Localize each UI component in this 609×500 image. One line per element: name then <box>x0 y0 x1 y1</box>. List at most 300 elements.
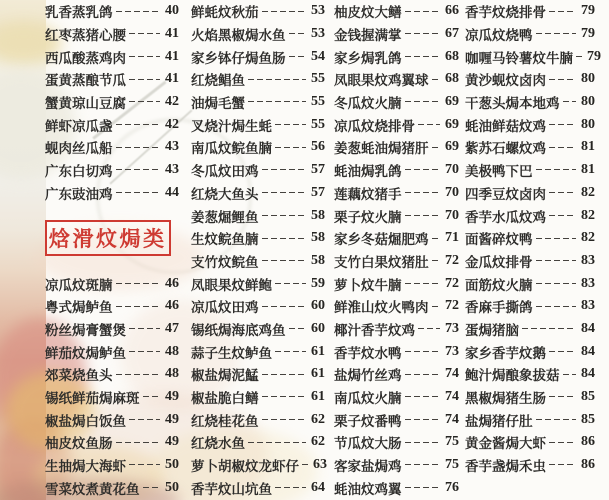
dotted-leader <box>275 340 306 363</box>
dish-name: 红枣蒸猪心腰 <box>45 28 126 44</box>
dotted-leader <box>143 386 161 409</box>
dish-name: 生抽焗大海虾 <box>45 459 126 475</box>
dotted-leader <box>262 295 307 318</box>
menu-item <box>334 318 459 341</box>
menu-item <box>334 363 459 386</box>
dotted-leader <box>116 159 161 182</box>
menu-item <box>465 431 595 454</box>
dish-name: 鲜茄炆焗鲈鱼 <box>45 345 126 361</box>
menu-item <box>191 340 325 363</box>
menu-item <box>191 23 325 46</box>
page-number: 70 <box>445 184 459 200</box>
page-number: 81 <box>581 162 595 178</box>
dotted-leader <box>432 250 441 273</box>
dotted-leader <box>522 318 576 341</box>
dotted-leader <box>116 431 161 454</box>
menu-item <box>191 318 325 341</box>
page-number: 48 <box>165 366 179 382</box>
menu-item <box>465 408 595 431</box>
menu-item <box>191 113 325 136</box>
menu-item <box>45 0 179 23</box>
menu-item <box>465 68 595 91</box>
dotted-leader <box>262 182 307 205</box>
page-number: 57 <box>311 184 325 200</box>
page-number: 49 <box>165 388 179 404</box>
dish-name: 面酱碎炆鸭 <box>465 232 533 248</box>
dish-name: 南瓜炆火腩 <box>334 391 402 407</box>
menu-item <box>465 182 595 205</box>
dish-name: 鲜虾凉瓜盏 <box>45 118 113 134</box>
dish-name: 粉丝焗膏蟹煲 <box>45 322 126 338</box>
dotted-leader <box>116 113 161 136</box>
dotted-leader <box>289 45 307 68</box>
dotted-leader <box>262 386 307 409</box>
page-number: 50 <box>165 479 179 495</box>
dotted-leader <box>129 91 160 114</box>
dotted-leader <box>248 91 306 114</box>
menu-item <box>465 23 595 46</box>
dish-name: 家乡冬菇煀肥鸡 <box>334 232 429 248</box>
menu-item <box>334 476 459 499</box>
menu-item <box>465 454 595 477</box>
page-number: 66 <box>445 3 459 19</box>
dish-name: 冬瓜炆田鸡 <box>191 164 259 180</box>
page-number: 84 <box>581 320 595 336</box>
page-number: 73 <box>445 320 459 336</box>
menu-item <box>45 386 179 409</box>
dish-name: 黄沙蚬炆卤肉 <box>465 73 546 89</box>
dotted-leader <box>418 113 440 136</box>
menu-item <box>334 454 459 477</box>
page-number: 85 <box>581 389 595 405</box>
dotted-leader <box>432 136 441 159</box>
dotted-leader <box>116 0 161 23</box>
dotted-leader <box>418 318 440 341</box>
dotted-leader <box>405 272 441 295</box>
dish-name: 香麻手撕鸽 <box>465 300 533 316</box>
menu-item <box>465 386 595 409</box>
menu-item <box>465 250 595 273</box>
dish-name: 黑椒焗猪生肠 <box>465 391 546 407</box>
dish-name: 萝卜胡椒炆龙虾仔 <box>191 459 299 475</box>
menu-item <box>334 23 459 46</box>
page-number: 55 <box>311 94 325 110</box>
dotted-leader <box>536 227 577 250</box>
menu-item <box>465 340 595 363</box>
dotted-leader <box>536 23 577 46</box>
dish-name: 香芋炆烧排骨 <box>465 5 546 21</box>
dish-name: 广东豉油鸡 <box>45 186 113 202</box>
dotted-leader <box>405 386 441 409</box>
page-number: 84 <box>581 343 595 359</box>
dotted-leader <box>405 182 441 205</box>
menu-item <box>334 227 459 250</box>
page-number: 61 <box>311 366 325 382</box>
dish-name: 蚬肉丝瓜船 <box>45 141 113 157</box>
dotted-leader <box>549 431 576 454</box>
dish-name: 粤式焗鲈鱼 <box>45 300 113 316</box>
page-number: 41 <box>165 71 179 87</box>
page-number: 43 <box>165 139 179 155</box>
dotted-leader <box>116 182 161 205</box>
dish-name: 锡纸鲜茄焗麻斑 <box>45 390 140 406</box>
dish-name: 凉瓜炆斑腩 <box>45 277 113 293</box>
dotted-leader <box>536 408 577 431</box>
dish-name: 鲍汁焗酿象拔菇 <box>465 368 560 384</box>
page-number: 80 <box>581 116 595 132</box>
dish-name: 黄金酱焗大虾 <box>465 436 546 452</box>
menu-item <box>465 272 595 295</box>
dotted-leader <box>549 68 576 91</box>
dotted-leader <box>405 454 441 477</box>
menu-item <box>191 272 325 295</box>
menu-item <box>45 295 179 318</box>
dotted-leader <box>405 476 441 499</box>
menu-item <box>334 408 459 431</box>
dish-name: 香芋水瓜炆鸡 <box>465 209 546 225</box>
page-number: 60 <box>311 298 325 314</box>
menu-item <box>334 113 459 136</box>
page-number: 59 <box>311 275 325 291</box>
dish-name: 金钱握满掌 <box>334 28 402 44</box>
page-number: 61 <box>311 389 325 405</box>
page-number: 79 <box>581 26 595 42</box>
page-number: 49 <box>165 434 179 450</box>
dish-name: 锡纸焗海底鸡鱼 <box>191 322 286 338</box>
dotted-leader <box>275 113 306 136</box>
menu-column-2 <box>191 0 325 500</box>
menu-column-1 <box>45 0 179 500</box>
menu-item <box>45 91 179 114</box>
dish-name: 红烧鲳鱼 <box>191 73 245 89</box>
dish-name: 香芋盏焗禾虫 <box>465 459 546 475</box>
dotted-leader <box>262 227 307 250</box>
menu-item <box>191 408 325 431</box>
menu-item <box>465 295 595 318</box>
dotted-leader <box>262 0 307 23</box>
dish-name: 香芋炆山坑鱼 <box>191 481 272 497</box>
menu-item <box>191 295 325 318</box>
section-heading: 焓滑炆焗类 <box>45 220 171 256</box>
menu-item <box>45 476 179 499</box>
menu-item <box>465 136 595 159</box>
dotted-leader <box>432 295 441 318</box>
dotted-leader <box>289 318 307 341</box>
dish-name: 凤眼果炆鸡翼球 <box>334 73 429 89</box>
menu-item <box>45 431 179 454</box>
dish-name: 咖喱马铃薯炆牛腩 <box>465 50 573 66</box>
page-number: 73 <box>445 343 459 359</box>
menu-item <box>465 0 595 23</box>
dish-name: 鲜蚝炆秋茄 <box>191 5 259 21</box>
menu-item <box>45 182 179 205</box>
menu-column-4 <box>465 0 601 500</box>
dish-name: 莲藕炆猪手 <box>334 186 402 202</box>
dotted-leader <box>248 68 306 91</box>
page-number: 58 <box>311 207 325 223</box>
page-number: 74 <box>445 389 459 405</box>
dotted-leader <box>405 159 441 182</box>
dotted-leader <box>129 340 160 363</box>
menu-item <box>334 159 459 182</box>
dotted-leader <box>549 340 576 363</box>
menu-item <box>191 159 325 182</box>
page-number: 68 <box>445 71 459 87</box>
page-number: 72 <box>445 252 459 268</box>
page-number: 75 <box>445 457 459 473</box>
page-number: 42 <box>165 116 179 132</box>
menu-item <box>334 182 459 205</box>
menu-item <box>465 363 595 386</box>
dotted-leader <box>116 295 161 318</box>
page-number: 80 <box>581 71 595 87</box>
dotted-leader <box>289 23 307 46</box>
dotted-leader <box>129 318 160 341</box>
dish-name: 姜葱蚝油焗猪肝 <box>334 141 429 157</box>
page-number: 49 <box>165 411 179 427</box>
menu-item <box>191 227 325 250</box>
dotted-leader <box>405 340 441 363</box>
page-number: 70 <box>445 162 459 178</box>
dish-name: 凤眼果炆鲜鲍 <box>191 277 272 293</box>
dish-name: 红烧桂花鱼 <box>191 413 259 429</box>
dotted-leader <box>129 408 160 431</box>
menu-item <box>45 159 179 182</box>
page-number: 72 <box>445 298 459 314</box>
section-heading-wrap <box>45 204 179 272</box>
page-number: 84 <box>581 366 595 382</box>
page-number: 62 <box>311 434 325 450</box>
dotted-leader <box>116 272 161 295</box>
dotted-leader <box>275 272 306 295</box>
dish-name: 生炆鲩鱼腩 <box>191 232 259 248</box>
dish-name: 支竹白果炆猪肚 <box>334 254 429 270</box>
menu-item <box>45 45 179 68</box>
page-number: 69 <box>445 139 459 155</box>
menu-item <box>465 318 595 341</box>
dish-name: 干葱头焗本地鸡 <box>465 96 560 112</box>
menu-item <box>45 363 179 386</box>
dotted-leader <box>116 136 161 159</box>
dish-name: 火焰黑椒焗水鱼 <box>191 28 286 44</box>
page-number: 43 <box>165 162 179 178</box>
page-number: 62 <box>311 411 325 427</box>
dotted-leader <box>129 23 160 46</box>
dish-name: 蚝油炆鸡翼 <box>334 481 402 497</box>
menu-item <box>191 386 325 409</box>
menu-item <box>45 454 179 477</box>
menu-item <box>334 340 459 363</box>
page-number: 82 <box>581 184 595 200</box>
dish-name: 柚皮炆鱼肠 <box>45 436 113 452</box>
dotted-leader <box>563 363 577 386</box>
page-number: 69 <box>445 94 459 110</box>
page-number: 76 <box>445 479 459 495</box>
dotted-leader <box>262 250 307 273</box>
dotted-leader <box>549 0 576 23</box>
dish-name: 椒盐脆白鳝 <box>191 391 259 407</box>
menu-item <box>465 159 595 182</box>
page-number: 70 <box>445 207 459 223</box>
dish-name: 广东白切鸡 <box>45 164 113 180</box>
dish-name: 香芋炆水鸭 <box>334 345 402 361</box>
dotted-leader <box>549 182 576 205</box>
dish-name: 柚皮炆大鳝 <box>334 5 402 21</box>
page-number: 53 <box>311 26 325 42</box>
menu-item <box>191 454 325 477</box>
page-number: 83 <box>581 275 595 291</box>
page-number: 48 <box>165 343 179 359</box>
menu-item <box>334 68 459 91</box>
page-number: 53 <box>311 3 325 19</box>
menu-item <box>334 272 459 295</box>
menu-item <box>191 91 325 114</box>
dotted-leader <box>549 113 576 136</box>
menu-item <box>191 476 325 499</box>
page-number: 67 <box>445 26 459 42</box>
menu-item <box>45 272 179 295</box>
menu-item <box>465 113 595 136</box>
dish-name: 叉烧汁焗生蚝 <box>191 118 272 134</box>
page-number: 68 <box>445 48 459 64</box>
page-number: 61 <box>311 343 325 359</box>
dish-name: 美极鸭下巴 <box>465 164 533 180</box>
page-number: 47 <box>165 320 179 336</box>
menu-item <box>191 431 325 454</box>
dotted-leader <box>405 363 441 386</box>
menu-item <box>334 0 459 23</box>
dish-name: 凉瓜炆烧鸭 <box>465 28 533 44</box>
menu-item <box>334 431 459 454</box>
menu-item <box>191 136 325 159</box>
dotted-leader <box>432 68 441 91</box>
page-number: 64 <box>311 479 325 495</box>
dish-name: 雪菜炆煮黄花鱼 <box>45 481 140 497</box>
dish-name: 冬瓜炆火腩 <box>334 96 402 112</box>
dish-name: 紫苏石螺炆鸡 <box>465 141 546 157</box>
page-number: 41 <box>165 26 179 42</box>
dotted-leader <box>549 204 576 227</box>
dish-name: 西瓜酸蒸鸡肉 <box>45 50 126 66</box>
page-number: 83 <box>581 298 595 314</box>
menu-item <box>465 227 595 250</box>
page-number: 58 <box>311 230 325 246</box>
menu-item <box>465 91 595 114</box>
menu-item <box>334 386 459 409</box>
menu-item <box>45 68 179 91</box>
menu-column-3 <box>334 0 459 500</box>
page-number: 83 <box>581 252 595 268</box>
dotted-leader <box>405 23 441 46</box>
dish-name: 南瓜炆鲩鱼腩 <box>191 141 272 157</box>
dotted-leader <box>563 91 577 114</box>
dotted-leader <box>405 91 441 114</box>
dotted-leader <box>549 454 576 477</box>
dotted-leader <box>549 136 576 159</box>
page-number: 69 <box>445 116 459 132</box>
dotted-leader <box>143 476 161 499</box>
menu-item <box>45 136 179 159</box>
page-number: 82 <box>581 230 595 246</box>
dish-name: 四季豆炆卤肉 <box>465 186 546 202</box>
page-number: 63 <box>313 457 327 473</box>
page-number: 75 <box>445 434 459 450</box>
page-number: 50 <box>165 457 179 473</box>
page-number: 86 <box>581 434 595 450</box>
menu-item <box>465 45 601 68</box>
dotted-leader <box>536 159 577 182</box>
page-number: 57 <box>311 162 325 178</box>
dish-name: 姜葱煀鲤鱼 <box>191 209 259 225</box>
dish-name: 蛋黄蒸酿节瓜 <box>45 73 126 89</box>
menu-item <box>334 295 459 318</box>
menu-item <box>191 68 325 91</box>
dotted-leader <box>248 431 306 454</box>
menu-item <box>191 0 325 23</box>
dish-name: 蛋焗猪脑 <box>465 322 519 338</box>
page-number: 55 <box>311 71 325 87</box>
dotted-leader <box>549 386 576 409</box>
page-number: 58 <box>311 252 325 268</box>
dish-name: 红烧大鱼头 <box>191 186 259 202</box>
dotted-leader <box>405 408 441 431</box>
dish-name: 面筋炆火腩 <box>465 277 533 293</box>
page-number: 72 <box>445 275 459 291</box>
page-number: 46 <box>165 275 179 291</box>
dotted-leader <box>405 204 441 227</box>
dish-name: 家乡焗乳鸽 <box>334 50 402 66</box>
dotted-leader <box>116 363 161 386</box>
page-number: 40 <box>165 3 179 19</box>
dish-name: 椒盐焗白饭鱼 <box>45 413 126 429</box>
page-number: 60 <box>311 320 325 336</box>
page-number: 74 <box>445 411 459 427</box>
dotted-leader <box>275 136 306 159</box>
dotted-leader <box>432 227 441 250</box>
page-number: 86 <box>581 457 595 473</box>
menu-item <box>334 45 459 68</box>
dotted-leader <box>129 68 160 91</box>
dish-name: 蒜子生炆鲈鱼 <box>191 345 272 361</box>
menu-item <box>465 204 595 227</box>
dotted-leader <box>536 295 577 318</box>
dish-name: 节瓜炆大肠 <box>334 436 402 452</box>
dish-name: 乳香蒸乳鸽 <box>45 5 113 21</box>
dotted-leader <box>262 159 307 182</box>
menu-item <box>334 136 459 159</box>
dotted-leader <box>275 476 306 499</box>
dotted-leader <box>129 454 160 477</box>
menu-item <box>45 340 179 363</box>
page-number: 54 <box>311 48 325 64</box>
dotted-leader <box>405 0 441 23</box>
dotted-leader <box>262 408 307 431</box>
dish-name: 郊菜烧鱼头 <box>45 368 113 384</box>
dish-name: 蚝油焗乳鸽 <box>334 164 402 180</box>
dish-name: 油焗毛蟹 <box>191 96 245 112</box>
page-number: 41 <box>165 48 179 64</box>
page-number: 74 <box>445 366 459 382</box>
menu-item <box>45 318 179 341</box>
dish-name: 红烧水鱼 <box>191 436 245 452</box>
page-number: 46 <box>165 298 179 314</box>
dish-name: 盐焗竹丝鸡 <box>334 368 402 384</box>
menu-item <box>45 113 179 136</box>
dish-name: 椒盐焗泥鯭 <box>191 368 259 384</box>
dish-name: 金瓜炆排骨 <box>465 254 533 270</box>
dotted-leader <box>576 45 582 68</box>
dotted-leader <box>262 363 307 386</box>
